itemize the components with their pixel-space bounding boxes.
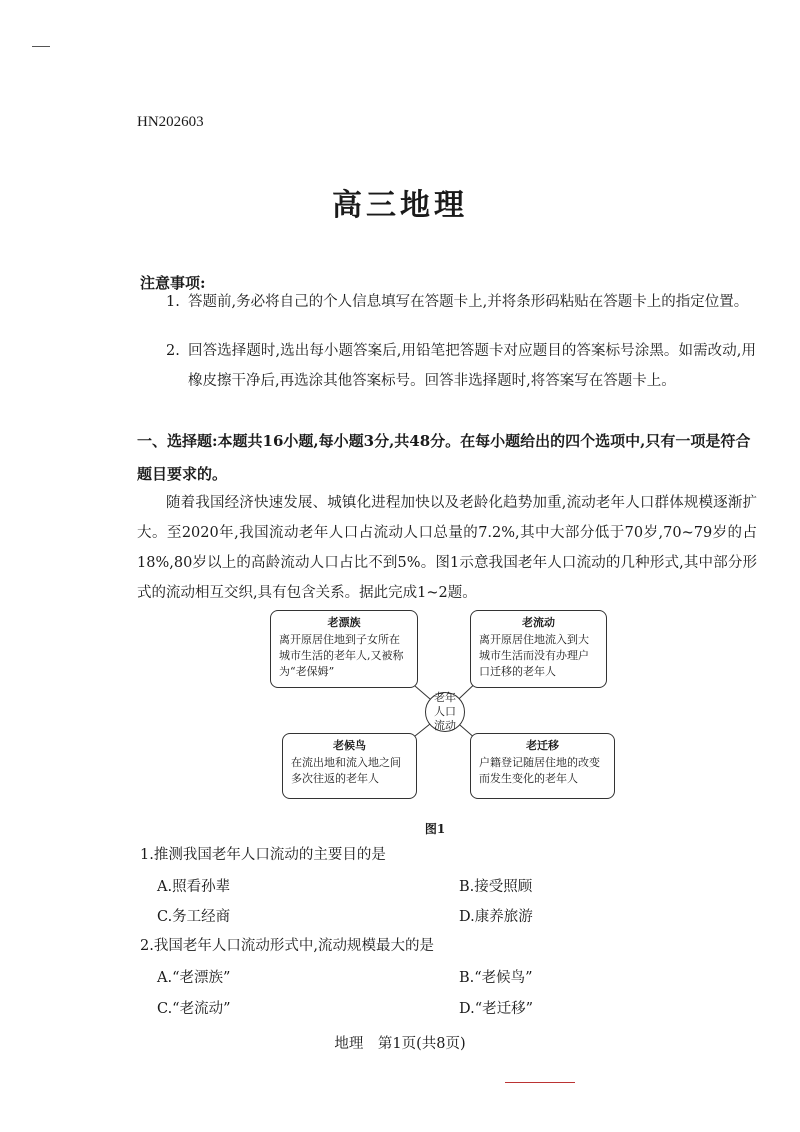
question-option: D.“老迁移”	[459, 1001, 534, 1017]
notice-item-text: 回答选择题时,选出每小题答案后,用铅笔把答题卡对应题目的答案标号涂黑。如需改动,用橡皮擦干净后,再选涂其他答案标号。回答非选择题时,将答案写在答题卡上。	[188, 343, 756, 389]
page-footer: 地理 第1页(共8页)	[334, 1036, 466, 1052]
question-option: C.“老流动”	[157, 1001, 231, 1017]
question-option: D.康养旅游	[459, 909, 533, 925]
box-text: 在流出地和流入地之间多次往返的老年人	[291, 756, 401, 785]
figure-caption: 图1	[424, 822, 446, 836]
question-option: B.接受照顾	[459, 879, 533, 895]
center-node: 老年人口流动	[425, 692, 465, 732]
box-lao-qian-yi	[470, 733, 615, 799]
box-text: 离开原居住地到子女所在城市生活的老年人,又被称为“老保姆”	[279, 633, 404, 678]
box-lao-hou-niao	[282, 733, 417, 799]
notice-title: 注意事项:	[140, 274, 206, 292]
question-option: A.“老漂族”	[157, 970, 231, 986]
box-title: 老漂族	[327, 616, 361, 629]
notice-item-text: 答题前,务必将自己的个人信息填写在答题卡上,并将条形码粘贴在答题卡上的指定位置。	[188, 294, 749, 310]
question-stem: 2.我国老年人口流动形式中,流动规模最大的是	[140, 938, 434, 954]
footer-line	[505, 1082, 575, 1083]
figure-1-diagram	[270, 610, 615, 808]
question-option: A.照看孙辈	[157, 879, 231, 895]
passage-paragraph: 随着我国经济快速发展、城镇化进程加快以及老龄化趋势加重,流动老年人口群体规模逐渐扩大。至2020年,我国流动老年人口占流动人口总量的7.2%,其中大部分低于70岁,70~79岁的占18%,80岁以上的高龄流动人口占比不到5%。图1示意我国老年人口流动的几种形式,其中部分形式的流动相互交织,具有包含关系。据此完成1~2题。	[137, 495, 757, 601]
box-text: 离开原居住地流入到大城市生活而没有办理户口迁移的老年人	[479, 633, 589, 678]
notice-item	[166, 336, 756, 396]
box-text: 户籍登记随居住地的改变而发生变化的老年人	[479, 756, 600, 785]
section-heading: 一、选择题:本题共16小题,每小题3分,共48分。在每小题给出的四个选项中,只有一项是符合题目要求的。	[137, 432, 751, 483]
box-lao-piao-zu	[270, 610, 418, 688]
box-title: 老流动	[522, 616, 555, 629]
notice-item-number: 1.	[166, 294, 180, 310]
question-option: B.“老候鸟”	[459, 970, 533, 986]
question-stem: 1.推测我国老年人口流动的主要目的是	[140, 847, 386, 863]
box-title: 老候鸟	[333, 739, 366, 752]
box-title: 老迁移	[526, 739, 559, 752]
document-title: 高三地理	[332, 188, 468, 223]
corner-mark	[32, 46, 50, 47]
notice-item	[166, 287, 756, 317]
document-code: HN202603	[137, 114, 204, 130]
question-option: C.务工经商	[157, 909, 231, 925]
notice-item-number: 2.	[166, 343, 180, 359]
box-lao-liu-dong	[470, 610, 607, 688]
